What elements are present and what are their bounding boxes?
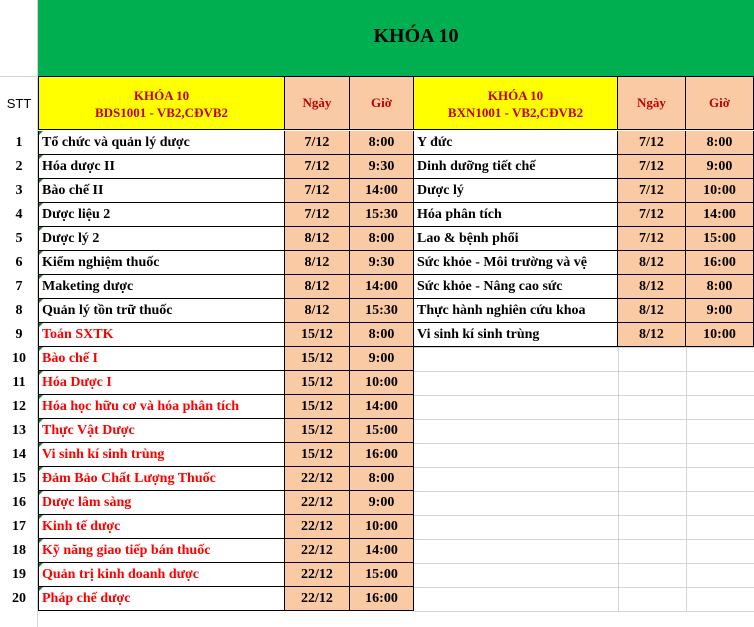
row-number: 1 bbox=[15, 135, 23, 150]
date-cell: 8/12 bbox=[285, 227, 350, 251]
row-number: 11 bbox=[12, 375, 26, 390]
right-subject-cell: Dinh dưỡng tiết chế bbox=[414, 155, 618, 179]
gridline bbox=[414, 467, 754, 468]
right-course-header bbox=[414, 77, 618, 130]
row-number: 19 bbox=[12, 567, 26, 582]
gridline bbox=[686, 347, 687, 611]
subject-cell: Dược liệu 2 bbox=[38, 203, 285, 227]
date-cell: 22/12 bbox=[285, 587, 350, 611]
left-course-title: KHÓA 10 bbox=[133, 88, 190, 103]
time-cell: 15:00 bbox=[350, 419, 414, 443]
date-cell: 15/12 bbox=[285, 443, 350, 467]
row-number: 17 bbox=[12, 519, 26, 534]
subject-cell: Bào chế II bbox=[38, 179, 285, 203]
right-time-cell: 10:00 bbox=[686, 323, 754, 347]
right-time-cell: 10:00 bbox=[686, 179, 754, 203]
date-cell: 7/12 bbox=[285, 155, 350, 179]
row-number: 8 bbox=[15, 303, 23, 318]
right-date-cell: 8/12 bbox=[618, 299, 686, 323]
right-time-cell: 16:00 bbox=[686, 251, 754, 275]
date-cell: 8/12 bbox=[285, 251, 350, 275]
time-cell: 16:00 bbox=[350, 443, 414, 467]
date-cell: 15/12 bbox=[285, 347, 350, 371]
right-subject-cell: Hóa phân tích bbox=[414, 203, 618, 227]
left-course-header bbox=[38, 77, 285, 130]
subject-cell: Hóa dược II bbox=[38, 155, 285, 179]
row-number: 18 bbox=[12, 543, 26, 558]
date-cell: 15/12 bbox=[285, 419, 350, 443]
right-date-cell: 7/12 bbox=[618, 179, 686, 203]
left-ngay-header: Ngày bbox=[285, 77, 350, 130]
right-date-cell: 7/12 bbox=[618, 227, 686, 251]
time-cell: 14:00 bbox=[350, 275, 414, 299]
gridline bbox=[414, 491, 754, 492]
subject-cell: Quản lý tồn trữ thuốc bbox=[38, 299, 285, 323]
subject-cell: Dược lâm sàng bbox=[38, 491, 285, 515]
row-number: 12 bbox=[12, 399, 26, 414]
right-date-cell: 8/12 bbox=[618, 251, 686, 275]
date-cell: 15/12 bbox=[285, 323, 350, 347]
row-number: 4 bbox=[15, 207, 23, 222]
subject-cell: Vi sinh kí sinh trùng bbox=[38, 443, 285, 467]
row-number: 10 bbox=[12, 351, 26, 366]
gridline bbox=[618, 347, 619, 611]
time-cell: 15:30 bbox=[350, 203, 414, 227]
right-time-cell: 8:00 bbox=[686, 275, 754, 299]
gridline bbox=[414, 515, 754, 516]
row-number: 13 bbox=[12, 423, 26, 438]
subject-cell: Dược lý 2 bbox=[38, 227, 285, 251]
right-time-cell: 14:00 bbox=[686, 203, 754, 227]
right-time-cell: 9:00 bbox=[686, 155, 754, 179]
right-subject-cell: Dược lý bbox=[414, 179, 618, 203]
title-band bbox=[38, 0, 754, 77]
date-cell: 8/12 bbox=[285, 275, 350, 299]
right-subject-cell: Vi sinh kí sinh trùng bbox=[414, 323, 618, 347]
right-date-cell: 7/12 bbox=[618, 155, 686, 179]
date-cell: 22/12 bbox=[285, 491, 350, 515]
right-date-cell: 7/12 bbox=[618, 131, 686, 155]
stt-header: STT bbox=[6, 95, 32, 111]
right-course-code: BXN1001 - VB2,CĐVB2 bbox=[447, 105, 584, 120]
row-number: 3 bbox=[15, 183, 23, 198]
date-cell: 15/12 bbox=[285, 395, 350, 419]
date-cell: 7/12 bbox=[285, 203, 350, 227]
date-cell: 15/12 bbox=[285, 371, 350, 395]
right-time-cell: 8:00 bbox=[686, 131, 754, 155]
right-time-cell: 15:00 bbox=[686, 227, 754, 251]
right-date-cell: 7/12 bbox=[618, 203, 686, 227]
gridline bbox=[414, 347, 754, 348]
time-cell: 14:00 bbox=[350, 539, 414, 563]
subject-cell: Hóa học hữu cơ và hóa phân tích bbox=[38, 395, 285, 419]
page-title: KHÓA 10 bbox=[373, 24, 459, 47]
time-cell: 9:00 bbox=[350, 491, 414, 515]
right-subject-cell: Y đức bbox=[414, 131, 618, 155]
time-cell: 16:00 bbox=[350, 587, 414, 611]
row-number: 6 bbox=[15, 255, 23, 270]
right-subject-cell: Thực hành nghiên cứu khoa bbox=[414, 299, 618, 323]
row-number: 16 bbox=[12, 495, 26, 510]
time-cell: 8:00 bbox=[350, 227, 414, 251]
subject-cell: Thực Vật Dược bbox=[38, 419, 285, 443]
gridline bbox=[414, 443, 754, 444]
subject-cell: Kiểm nghiệm thuốc bbox=[38, 251, 285, 275]
time-cell: 9:00 bbox=[350, 347, 414, 371]
gridline bbox=[414, 371, 754, 372]
row-number: 15 bbox=[12, 471, 26, 486]
row-number: 14 bbox=[12, 447, 26, 462]
time-cell: 15:30 bbox=[350, 299, 414, 323]
time-cell: 10:00 bbox=[350, 515, 414, 539]
right-subject-cell: Sức khỏe - Nâng cao sức bbox=[414, 275, 618, 299]
right-subject-cell: Sức khỏe - Môi trường và vệ bbox=[414, 251, 618, 275]
row-number: 20 bbox=[12, 591, 26, 606]
left-course-code: BDS1001 - VB2,CĐVB2 bbox=[94, 105, 229, 120]
right-date-cell: 8/12 bbox=[618, 275, 686, 299]
gridline bbox=[414, 539, 754, 540]
gridline bbox=[414, 419, 754, 420]
time-cell: 15:00 bbox=[350, 563, 414, 587]
date-cell: 22/12 bbox=[285, 515, 350, 539]
subject-cell: Hóa Dược I bbox=[38, 371, 285, 395]
right-time-cell: 9:00 bbox=[686, 299, 754, 323]
right-course-title: KHÓA 10 bbox=[487, 88, 544, 103]
subject-cell: Bào chế I bbox=[38, 347, 285, 371]
date-cell: 8/12 bbox=[285, 299, 350, 323]
subject-cell: Tổ chức và quản lý dược bbox=[38, 131, 285, 155]
date-cell: 22/12 bbox=[285, 539, 350, 563]
right-subject-cell: Lao & bệnh phổi bbox=[414, 227, 618, 251]
gridline bbox=[414, 563, 754, 564]
subject-cell: Kỹ năng giao tiếp bán thuốc bbox=[38, 539, 285, 563]
row-number: 5 bbox=[15, 231, 23, 246]
row-number: 2 bbox=[15, 159, 23, 174]
time-cell: 9:30 bbox=[350, 251, 414, 275]
date-cell: 7/12 bbox=[285, 131, 350, 155]
subject-cell: Kinh tế dược bbox=[38, 515, 285, 539]
time-cell: 9:30 bbox=[350, 155, 414, 179]
time-cell: 8:00 bbox=[350, 467, 414, 491]
gridline bbox=[414, 611, 754, 612]
right-gio-header: Giờ bbox=[686, 77, 754, 130]
subject-cell: Maketing dược bbox=[38, 275, 285, 299]
time-cell: 8:00 bbox=[350, 131, 414, 155]
date-cell: 22/12 bbox=[285, 563, 350, 587]
subject-cell: Toán SXTK bbox=[38, 323, 285, 347]
row-number: 7 bbox=[15, 279, 23, 294]
left-gio-header: Giờ bbox=[350, 77, 414, 130]
time-cell: 10:00 bbox=[350, 371, 414, 395]
time-cell: 8:00 bbox=[350, 323, 414, 347]
subject-cell: Pháp chế dược bbox=[38, 587, 285, 611]
subject-cell: Quản trị kinh doanh dược bbox=[38, 563, 285, 587]
date-cell: 22/12 bbox=[285, 467, 350, 491]
right-date-cell: 8/12 bbox=[618, 323, 686, 347]
subject-cell: Đảm Bảo Chất Lượng Thuốc bbox=[38, 467, 285, 491]
time-cell: 14:00 bbox=[350, 179, 414, 203]
date-cell: 7/12 bbox=[285, 179, 350, 203]
time-cell: 14:00 bbox=[350, 395, 414, 419]
gridline bbox=[414, 395, 754, 396]
gridline bbox=[414, 587, 754, 588]
right-ngay-header: Ngày bbox=[618, 77, 686, 130]
row-number: 9 bbox=[15, 327, 23, 342]
